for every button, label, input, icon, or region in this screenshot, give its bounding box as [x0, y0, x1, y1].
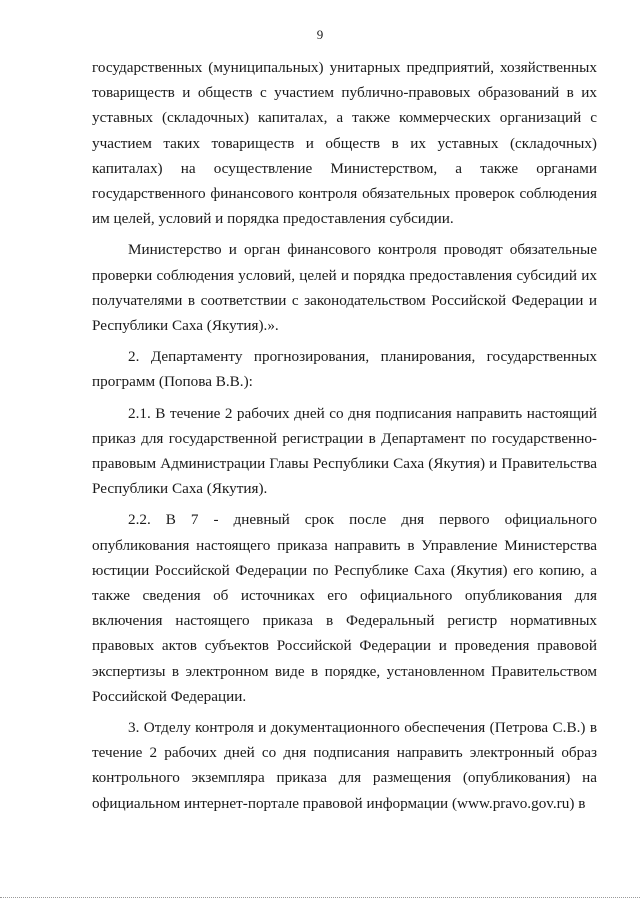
paragraph-item-2-2: 2.2. В 7 - дневный срок после дня первого официального опубликования настоящего приказа направить в Управление Министерства юстиции Российской Федерации по Республике Саха (Якутия) его копию, а также сведения об источниках его официального опубликования для включения настоящего приказа в Федеральный регистр нормативных правовых актов субъектов Российской Федерации и проведения правовой экспертизы в электронном виде в порядке, установленном Правительством Российской Федерации.	[92, 511, 597, 705]
paragraph-item-2: 2. Департаменту прогнозирования, планирования, государственных программ (Попова В.В.):	[92, 348, 597, 391]
paragraph-item-3: 3. Отделу контроля и документационного обеспечения (Петрова С.В.) в течение 2 рабочих дней со дня подписания направить электронный образ контрольного экземпляра приказа для размещения (опубликования) на официальном интернет-портале правовой информации (www.pravo.gov.ru) в	[92, 719, 597, 812]
paragraph-item-2-1: 2.1. В течение 2 рабочих дней со дня подписания направить настоящий приказ для государственной регистрации в Департамент по государственно-правовым Администрации Главы Республики Саха (Якутия) и Правительства Республики Саха (Якутия).	[92, 404, 597, 498]
page-number: 9	[316, 27, 324, 42]
paragraph-continuation: государственных (муниципальных) унитарных предприятий, хозяйственных товариществ и обществ с участием публично-правовых образований в их уставных (складочных) капиталах, а также коммерческих организаций с участием таких товариществ и обществ в их уставных (складочных) капиталах) на осуществление Министерством, а также органами государственного финансового контроля обязательных проверок соблюдения им целей, условий и порядка предоставления субсидии.	[92, 59, 597, 228]
scan-bottom-edge	[0, 897, 640, 898]
document-body	[92, 55, 597, 822]
paragraph-control-checks: Министерство и орган финансового контроля проводят обязательные проверки соблюдения условий, целей и порядка предоставления субсидий их получателями в соответствии с законодательством Российской Федерации и Республики Саха (Якутия).».	[92, 241, 597, 335]
